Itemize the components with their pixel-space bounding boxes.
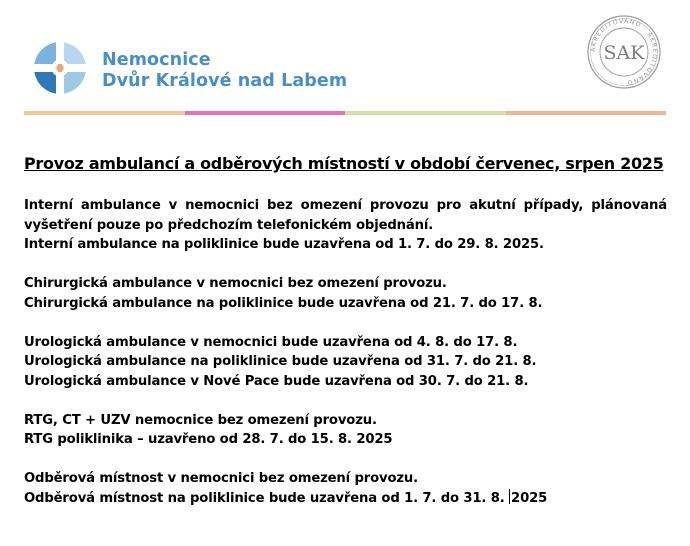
- brand-color-bar: [24, 111, 666, 115]
- color-bar-segment: [506, 111, 667, 115]
- paragraph-line: Chirurgická ambulance na poliklinice bude uzavřena od 21. 7. do 17. 8.: [24, 295, 543, 311]
- paragraph-line: Odběrová místnost v nemocnici bez omezení provozu.: [24, 471, 419, 486]
- accreditation-seal-icon: [586, 14, 662, 90]
- paragraph-line: RTG, CT + UZV nemocnice bez omezení provozu.: [24, 412, 377, 428]
- section-internal: [24, 196, 667, 255]
- color-bar-segment: [24, 111, 185, 115]
- paragraph-line: Urologická ambulance v Nové Pace bude uzavřena od 30. 7. do 21. 8.: [24, 373, 529, 389]
- section-urology: [24, 333, 667, 392]
- text-cursor: [509, 489, 510, 504]
- seal-text: SAK: [603, 42, 645, 64]
- document-title: Provoz ambulancí a odběrových místností v období červenec, srpen 2025: [24, 154, 664, 173]
- paragraph-line: Urologická ambulance na poliklinice bude uzavřena od 31. 7. do 21. 8.: [24, 354, 537, 369]
- section-sampling-room: [24, 469, 667, 508]
- paragraph-line: Interní ambulance v nemocnici bez omezení provozu pro akutní případy, plánovaná vyšetření pouze po předchozím telefonickém objednání.: [24, 198, 667, 233]
- color-bar-segment: [185, 111, 346, 115]
- document-body[interactable]: [24, 196, 667, 528]
- paragraph-line-text: Odběrová místnost na poliklinice bude uzavřena od 1. 7. do 31. 8.: [24, 490, 510, 506]
- paragraph-line-with-cursor: [24, 489, 667, 509]
- paragraph-line: Chirurgická ambulance v nemocnici bez omezení provozu.: [24, 276, 447, 291]
- paragraph-line-text: 2025: [511, 490, 548, 506]
- seal-ring-text: AKREDITOVÁNO · AKREDITOVÁNO ·: [589, 17, 659, 87]
- section-radiology: [24, 411, 667, 450]
- hospital-name-line2: Dvůr Králové nad Labem: [102, 71, 348, 91]
- paragraph-line: Urologická ambulance v nemocnici bude uzavřena od 4. 8. do 17. 8.: [24, 334, 518, 350]
- paragraph-line: Interní ambulance na poliklinice bude uzavřena od 1. 7. do 29. 8. 2025.: [24, 237, 544, 252]
- hospital-name-line1: Nemocnice: [102, 50, 211, 70]
- color-bar-segment: [345, 111, 506, 115]
- hospital-name: [102, 50, 347, 92]
- paragraph-line: RTG poliklinika – uzavřeno od 28. 7. do 15. 8. 2025: [24, 432, 393, 447]
- hospital-logo-icon: [30, 38, 90, 98]
- section-surgery: [24, 274, 667, 313]
